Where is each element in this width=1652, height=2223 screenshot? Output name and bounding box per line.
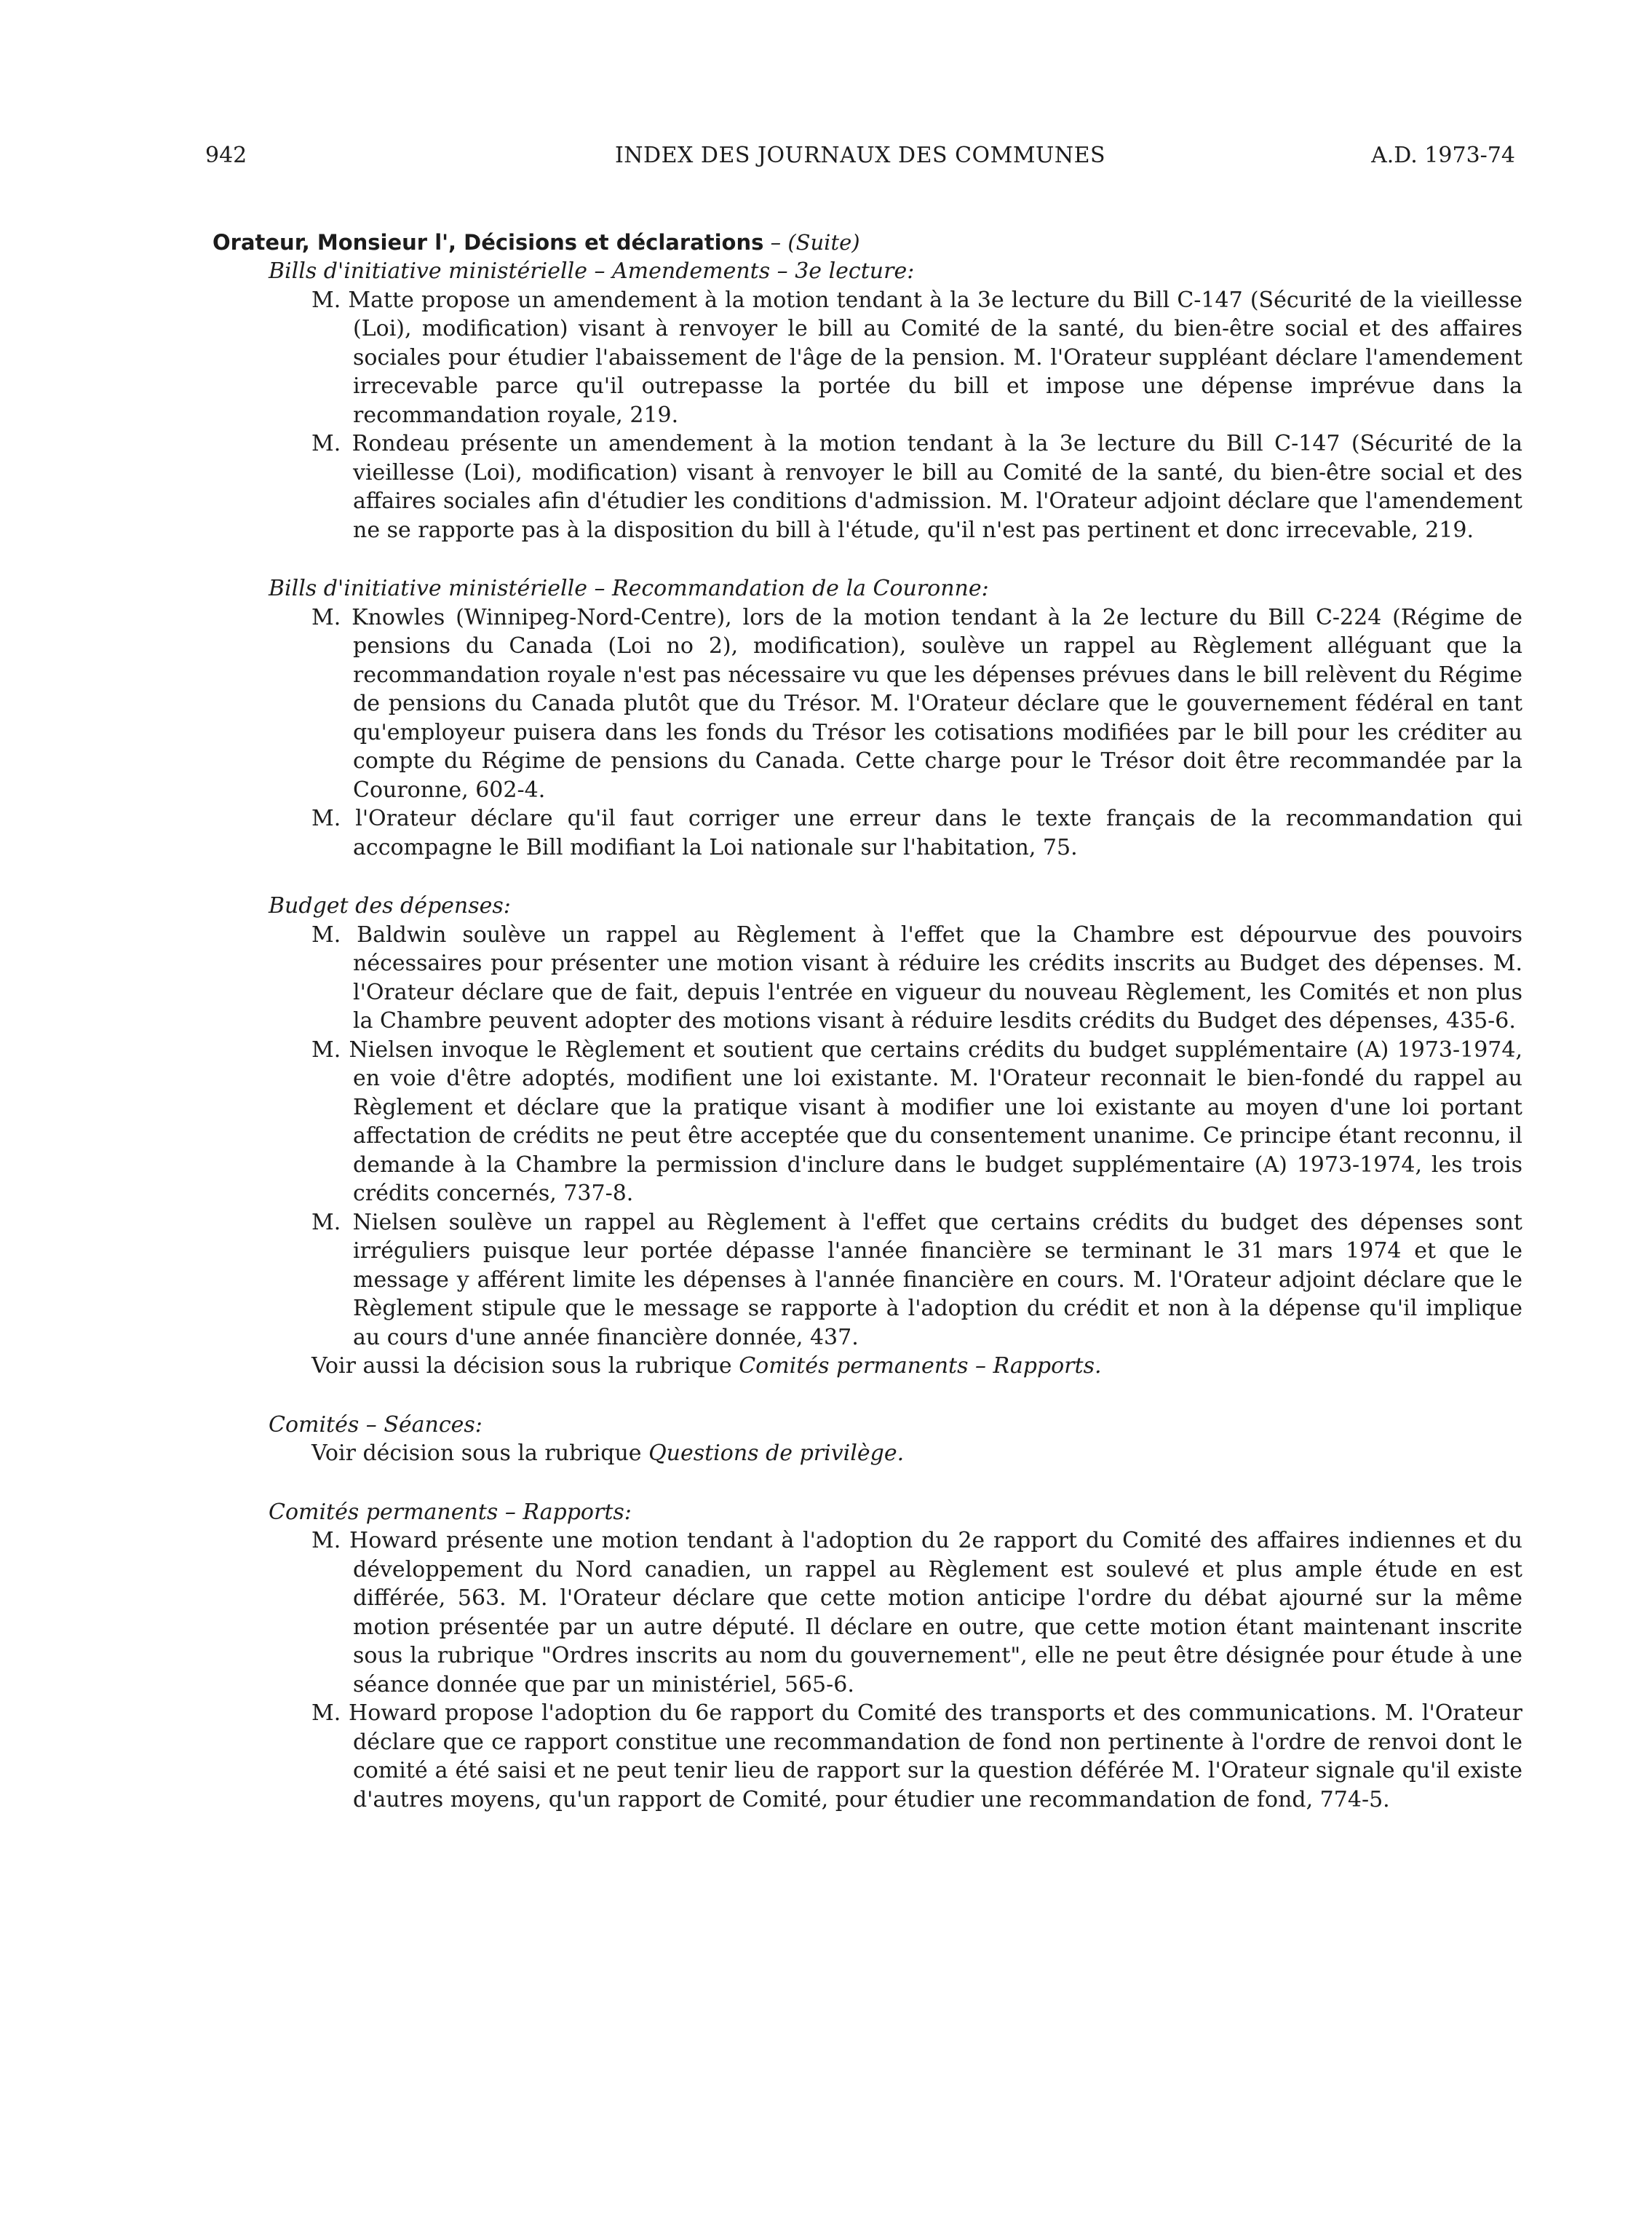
main-heading-suite: (Suite) [787, 230, 860, 255]
running-title: INDEX DES JOURNAUX DES COMMUNES [614, 143, 1106, 168]
index-entry: M. Howard présente une motion tendant à l'adoption du 2e rapport du Comité des affaires indiennes et du développement du Nord canadien, un rappel au Règlement est soulevé et plus ample étude en est différée, 563. M. l'Orateur déclare que cette motion anticipe l'ordre du débat ajourné sur la même motion présentée par un autre député. Il déclare en outre, que cette motion étant maintenant inscrite sous la rubrique "Ordres inscrits au nom du gouvernement", elle ne peut être désignée pour étude à une séance donnée que par un ministériel, 565-6. [311, 1528, 1522, 1697]
see-also-text: Voir aussi la décision sous la rubrique [311, 1353, 739, 1379]
index-entry: M. Nielsen invoque le Règlement et soutient que certains crédits du budget supplémentaire (A) 1973-1974, en voie d'être adoptés, modifient une loi existante. M. l'Orateur reconnait le bien-fondé du rappel au Règlement et déclare que la pratique visant à modifier une loi existante au moyen d'une loi portant affectation de crédits ne peut être acceptée que du consentement unanime. Ce principe étant reconnu, il demande à la Chambre la permission d'inclure dans le budget supplémentaire (A) 1973-1974, les trois crédits concernés, 737-8. [311, 1037, 1522, 1206]
section-heading: Bills d'initiative ministérielle – Recommandation de la Couronne: [269, 576, 989, 601]
index-content [213, 228, 1522, 1814]
see-also-text: Voir décision sous la rubrique [311, 1441, 649, 1466]
main-heading-dash: – [763, 230, 788, 255]
section-heading: Budget des dépenses: [269, 893, 511, 919]
page-year: A.D. 1973-74 [1371, 143, 1515, 168]
page-number: 942 [205, 143, 247, 168]
section-heading: Comités – Séances: [269, 1411, 483, 1438]
index-entry: M. l'Orateur déclare qu'il faut corriger une erreur dans le texte français de la recommandation qui accompagne le Bill modifiant la Loi nationale sur l'habitation, 75. [311, 806, 1522, 860]
see-also-reference [213, 1352, 1522, 1381]
main-heading [213, 228, 1522, 257]
index-entry: M. Knowles (Winnipeg-Nord-Centre), lors de la motion tendant à la 2e lecture du Bill C-224 (Régime de pensions du Canada (Loi no 2), modification), soulève un rappel au Règlement alléguant que la recommandation royale n'est pas nécessaire vu que les dépenses prévues dans le bill relèvent du Régime de pensions du Canada plutôt que du Trésor. M. l'Orateur déclare que le gouvernement fédéral en tant qu'employeur puisera dans les fonds du Trésor les cotisations modifiées par le bill pour les créditer au compte du Régime de pensions du Canada. Cette charge pour le Trésor doit être recommandée par la Couronne, 602-4. [311, 604, 1522, 803]
section-heading: Bills d'initiative ministérielle – Amendements – 3e lecture: [269, 258, 915, 284]
main-heading-title: Orateur, Monsieur l', Décisions et déclarations [213, 230, 764, 255]
index-entry: M. Nielsen soulève un rappel au Règlement à l'effet que certains crédits du budget des dépenses sont irréguliers puisque leur portée dépasse l'année financière se terminant le 31 mars 1974 et que le message y afférent limite les dépenses à l'année financière en cours. M. l'Orateur adjoint déclare que le Règlement stipule que le message se rapporte à l'adoption du crédit et non à la dépense qu'il implique au cours d'une année financière donnée, 437. [311, 1209, 1522, 1350]
see-also-ref: Comités permanents – Rapports. [739, 1353, 1102, 1379]
see-also-reference [213, 1439, 1522, 1468]
page-header [205, 140, 1515, 172]
index-entry: M. Howard propose l'adoption du 6e rapport du Comité des transports et des communications. M. l'Orateur déclare que ce rapport constitue une recommandation de fond non pertinente à l'ordre de renvoi dont le comité a été saisi et ne peut tenir lieu de rapport sur la question déférée M. l'Orateur signale qu'il existe d'autres moyens, qu'un rapport de Comité, pour étudier une recommandation de fond, 774-5. [311, 1700, 1522, 1812]
see-also-ref: Questions de privilège. [648, 1441, 905, 1466]
index-entry: M. Rondeau présente un amendement à la motion tendant à la 3e lecture du Bill C-147 (Sécurité de la vieillesse (Loi), modification) visant à renvoyer le bill au Comité de la santé, du bien-être social et des affaires sociales afin d'étudier les conditions d'admission. M. l'Orateur adjoint déclare que l'amendement ne se rapporte pas à la disposition du bill à l'étude, qu'il n'est pas pertinent et donc irrecevable, 219. [311, 431, 1522, 543]
index-entry: M. Matte propose un amendement à la motion tendant à la 3e lecture du Bill C-147 (Sécurité de la vieillesse (Loi), modification) visant à renvoyer le bill au Comité de la santé, du bien-être social et des affaires sociales pour étudier l'abaissement de l'âge de la pension. M. l'Orateur suppléant déclare l'amendement irrecevable parce qu'il outrepasse la portée du bill et impose une dépense imprévue dans la recommandation royale, 219. [311, 287, 1522, 428]
section-heading: Comités permanents – Rapports: [269, 1499, 632, 1525]
index-entry: M. Baldwin soulève un rappel au Règlement à l'effet que la Chambre est dépourvue des pouvoirs nécessaires pour présenter une motion visant à réduire les crédits inscrits au Budget des dépenses. M. l'Orateur déclare que de fait, depuis l'entrée en vigueur du nouveau Règlement, les Comités et non plus la Chambre peuvent adopter des motions visant à réduire lesdits crédits du Budget des dépenses, 435-6. [311, 922, 1522, 1034]
